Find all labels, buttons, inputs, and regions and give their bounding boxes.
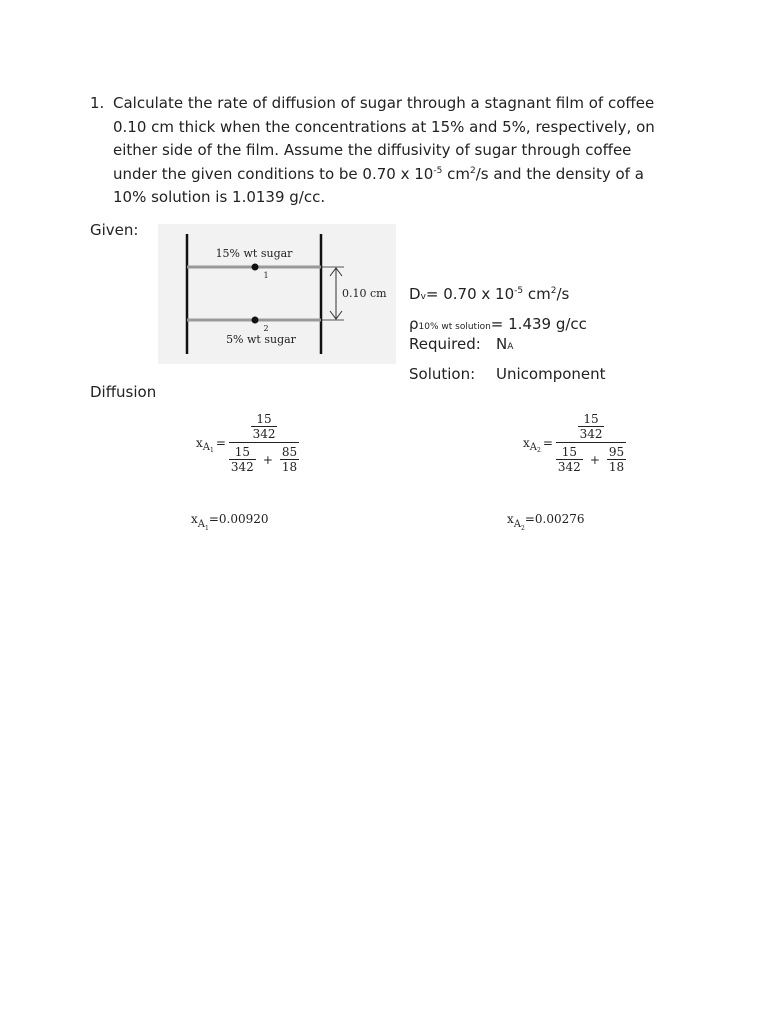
density-value: ρ10% wt solution= 1.439 g/cc <box>409 315 587 333</box>
problem-statement <box>90 92 670 210</box>
required-value: NA <box>496 335 514 353</box>
mole-fraction-result-2: $x_{A2}=0.00276$ <box>507 512 585 532</box>
problem-line-1: Calculate the rate of diffusion of sugar through a stagnant film of coffee <box>113 94 655 112</box>
bottom-concentration-label: 5% wt sugar <box>226 333 296 346</box>
required-label: Required: <box>409 335 481 353</box>
problem-line-3: either side of the film. Assume the diffusivity of sugar through coffee <box>113 141 632 159</box>
diffusion-label: Diffusion <box>90 383 157 401</box>
solution-value: Unicomponent <box>496 365 606 383</box>
problem-line-2: 0.10 cm thick when the concentrations at 15% and 5%, respectively, on <box>113 117 655 136</box>
mole-fraction-result-1: $x_{A1}=0.00920$ <box>191 512 269 532</box>
problem-line-4: under the given conditions to be 0.70 x $10^{-5}$ $cm^2/s$ and the density of a <box>113 164 644 183</box>
point-2-label: 2 <box>263 324 269 333</box>
film-diagram <box>158 224 396 364</box>
solution-row <box>409 364 606 384</box>
diffusivity-value: Dv= 0.70 x $10^{-5}$ $cm^2/s$ <box>409 285 570 303</box>
given-label: Given: <box>90 221 139 239</box>
mole-fraction-equation-1: x A 1 = $\frac{15}{342}$ $\frac{15}{342}$ + $\frac{85}{18}$ <box>196 412 298 474</box>
mole-fraction-equation-2: x A 2 = $\frac{15}{342}$ $\frac{15}{342}$ + $\frac{95}{18}$ <box>523 412 625 474</box>
point-1-label: 1 <box>263 271 269 280</box>
top-concentration-label: 15% wt sugar <box>215 247 293 260</box>
solution-label: Solution: <box>409 365 476 383</box>
problem-number: 1. <box>90 94 105 112</box>
problem-line-5: 10% solution is 1.0139 g/cc. <box>113 188 326 206</box>
required-row <box>409 334 514 354</box>
thickness-label: 0.10 cm <box>342 287 387 300</box>
